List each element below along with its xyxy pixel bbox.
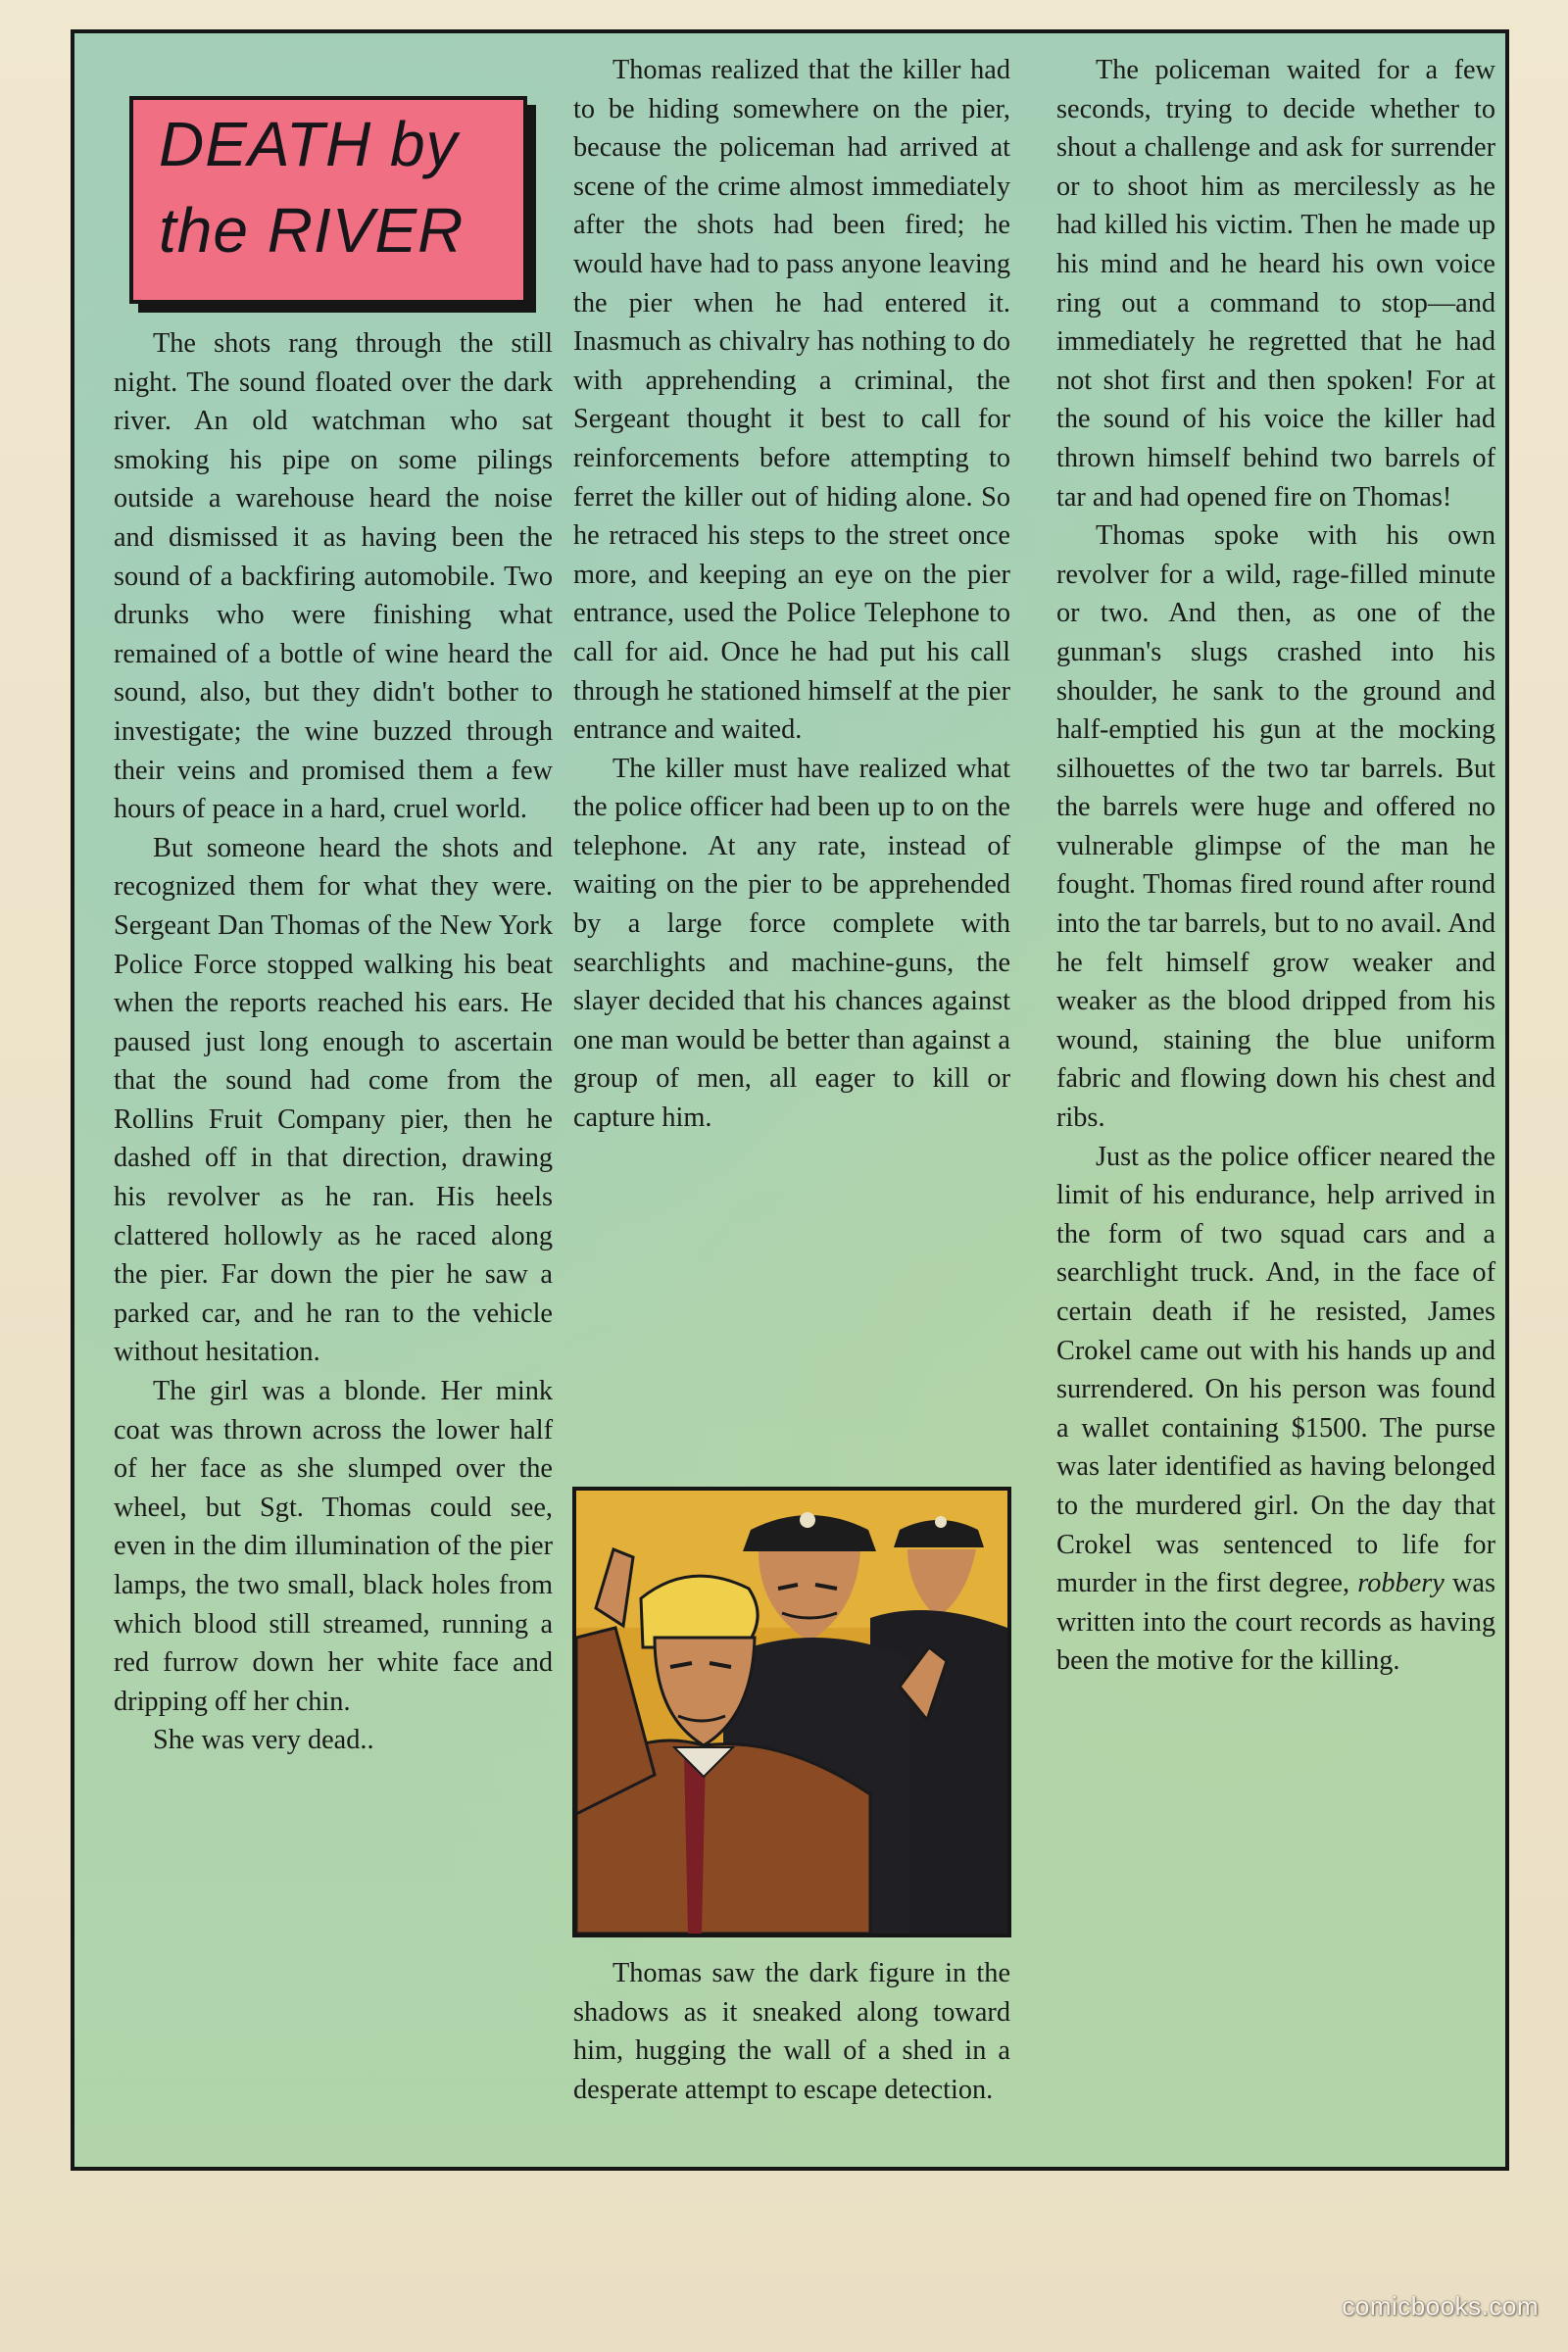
paragraph-part: was written into the court records as having been the motive for the killing. [1056,1568,1496,1677]
paragraph: The killer must have realized what the police officer had been up to on the telephone. At any rate, instead of waiting on the pier to be apprehended by a large force complete with searchlights and machine-guns, the slayer decided that his chances against one man would be better than against a group of men, all eager to kill or capture him. [573,753,1010,1134]
paragraph: But someone heard the shots and recognized them for what they were. Sergeant Dan Thomas of the New York Police Force stopped walking his beat when the reports reached his ears. He paused just long enough to ascertain that the sound had come from the Rollins Fruit Company pier, then he dashed off in that direction, drawing his revolver as he ran. His heels clattered hollowly as he raced along the pier. Far down the pier he saw a parked car, and he ran to the vehicle without hesitation. [114,832,553,1368]
paragraph: Thomas realized that the killer had to be hiding somewhere on the pier, because the policeman had arrived at scene of the crime almost immediately after the shots had been fired; he would have had to pass anyone leaving the pier when he had entered it. Inasmuch as chivalry has nothing to do with apprehending a criminal, the Sergeant thought it best to call for reinforcements before attempting to ferret the killer out of hiding alone. So he retraced his steps to the street once more, and keeping an eye on the pier entrance, used the Police Telephone to call for aid. Once he had put his call through he stationed himself at the pier entrance and waited. [573,55,1010,746]
title-box [129,96,527,304]
title-line-2: the RIVER [159,195,465,266]
arrest-illustration-svg [576,1491,1007,1934]
paragraph-part: Just as the police officer neared the limit of his endurance, help arrived in the form of two squad cars and a searchlight truck. And, in the face of certain death if he resisted, James Crokel came out with his hands up and surrendered. On his person was found a wallet containing $1500. The purse was later identified as having belonged to the murdered girl. On the day that Crokel was sentenced to life for murder in the first degree, [1056,1141,1495,1599]
paragraph [1056,1138,1495,1681]
paragraph: Thomas spoke with his own revolver for a wild, rage-filled minute or two. And then, as one of the gunman's slugs crashed into his shoulder, he sank to the ground and half-emptied his gun at the mocking silhouettes of the two tar barrels. But the barrels were huge and offered no vulnerable glimpse of the man he fought. Thomas fired round after round into the tar barrels, but to no avail. And he felt himself grow weaker and weaker as the blood dripped from his wound, staining the blue uniform fabric and flowing down his chest and ribs. [1056,520,1495,1134]
paragraph: The girl was a blonde. Her mink coat was thrown across the lower half of her face as she slumped over the wheel, but Sgt. Thomas could see, even in the dim illumination of the pier lamps, the two small, black holes from which blood still streamed, running a red furrow down her white face and dripping off her chin. [114,1376,553,1717]
paragraph: The policeman waited for a few seconds, trying to decide whether to shout a challenge and ask for surrender or to shoot him as mercilessly as he had killed his victim. Then he made up his mind and he heard his own voice ring out a command to stop—and immediately he regretted that he had not shot first and then spoken! For at the sound of his voice the killer had thrown himself behind two barrels of tar and had opened fire on Thomas! [1056,55,1495,513]
story-panel [71,29,1509,2171]
story-column-2 [573,51,1010,1138]
story-column-3 [1056,51,1495,1681]
site-watermark: comicbooks.com [1342,2291,1539,2321]
story-column-1 [114,324,553,1760]
title-line-1: DEATH by [159,109,459,179]
paragraph: She was very dead.. [153,1725,374,1756]
caption-text: Thomas saw the dark figure in the shadows as it sneaked along toward him, hugging the wall of a shed in a desperate attempt to escape detection. [573,1958,1010,2105]
illustration-arrest [572,1487,1011,1937]
emphasis-robbery: robbery [1357,1568,1445,1599]
paragraph: The shots rang through the still night. The sound floated over the dark river. An old watchman who sat smoking his pipe on some pilings outside a warehouse heard the noise and dismissed it as having been the sound of a backfiring automobile. Two drunks who were finishing what remained of a bottle of wine heard the sound, also, but they didn't bother to investigate; the wine buzzed through their veins and promised them a few hours of peace in a hard, cruel world. [114,328,553,825]
illustration-caption [573,1954,1010,2109]
